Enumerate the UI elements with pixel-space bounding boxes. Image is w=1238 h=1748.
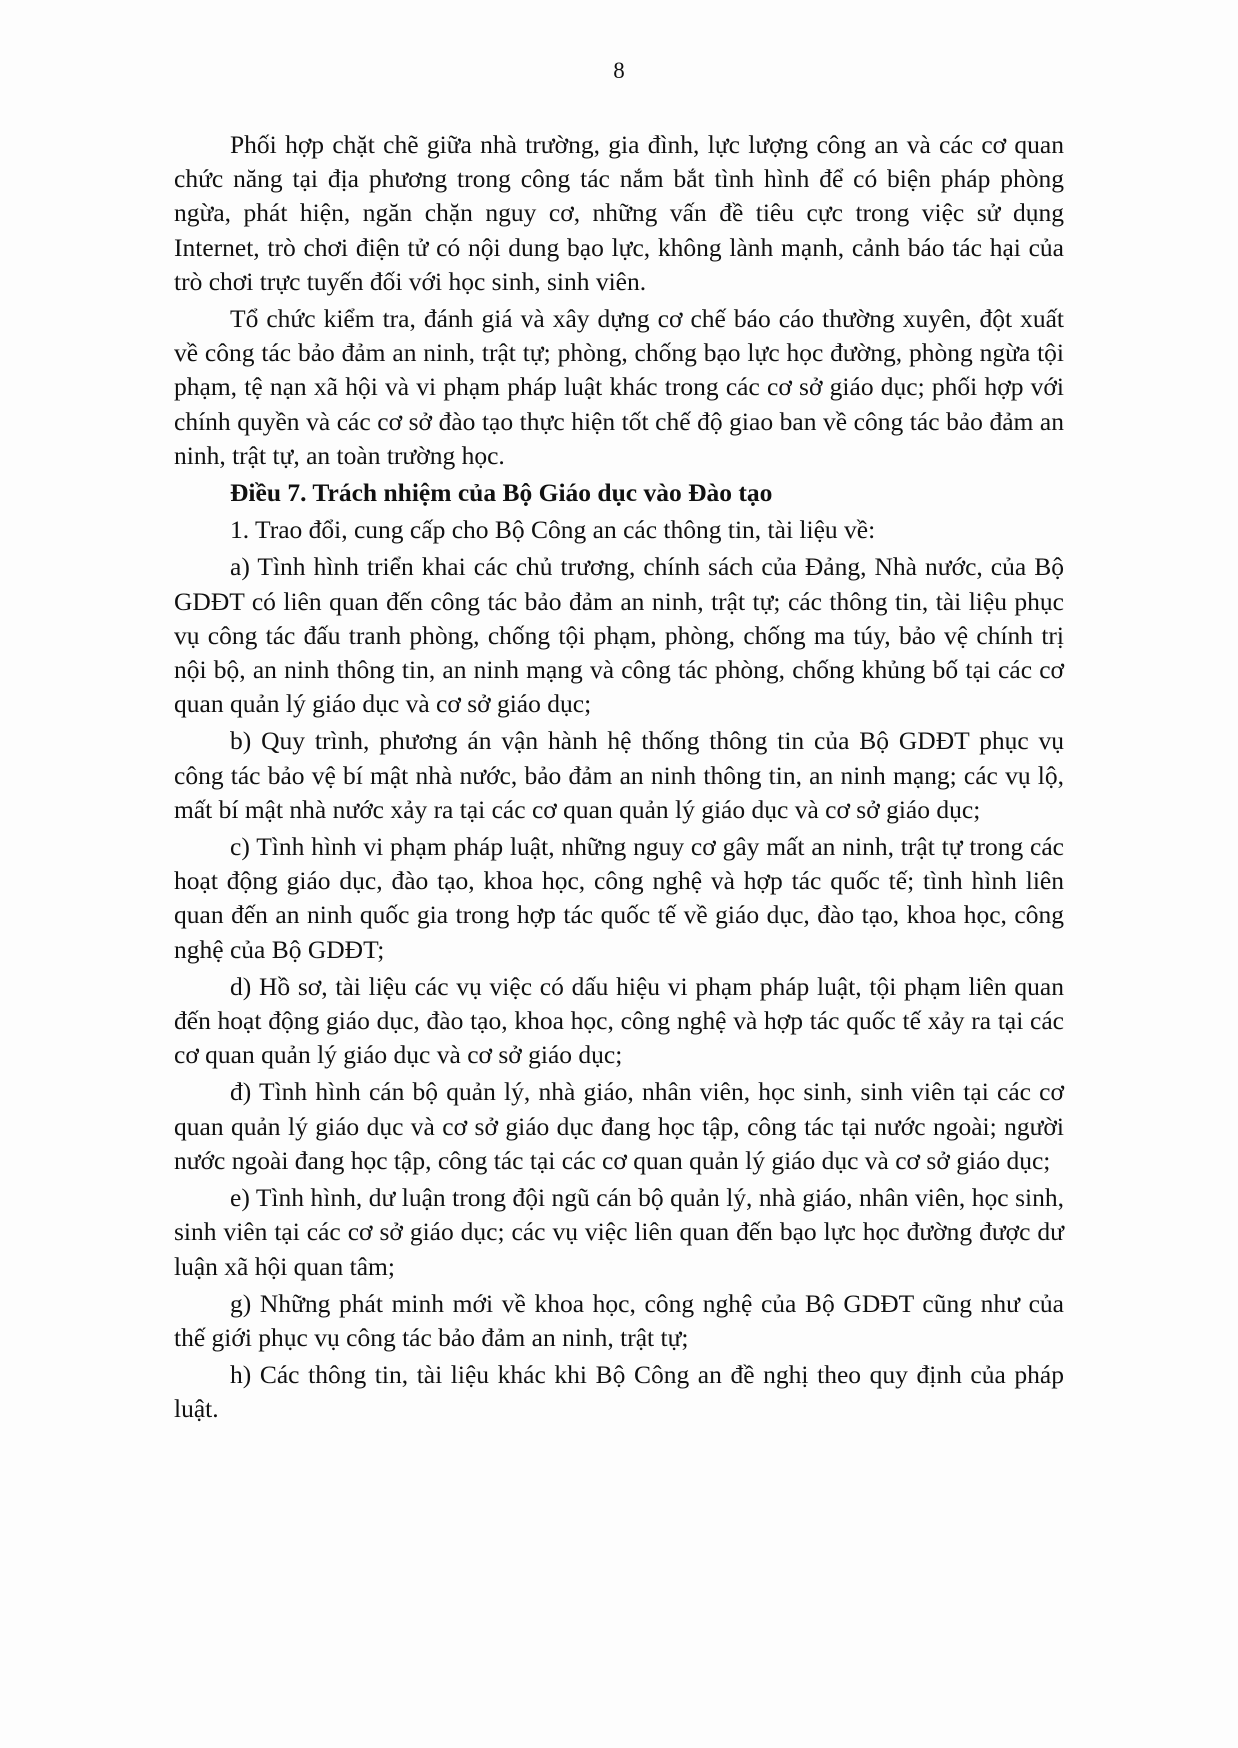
item-dd: đ) Tình hình cán bộ quản lý, nhà giáo, nhân viên, học sinh, sinh viên tại các cơ quan quản lý giáo dục và cơ sở giáo dục đang học tập, công tác tại nước ngoài; người nước ngoài đang học tập, công tác tại các cơ quan quản lý giáo dục và cơ sở giáo dục; (174, 1077, 1064, 1175)
article-7-heading: Điều 7. Trách nhiệm của Bộ Giáo dục vào Đào tạo (230, 478, 773, 508)
item-b: b) Quy trình, phương án vận hành hệ thống thông tin của Bộ GDĐT phục vụ công tác bảo vệ bí mật nhà nước, bảo đảm an ninh thông tin, an ninh mạng; các vụ lộ, mất bí mật nhà nước xảy ra tại các cơ quan quản lý giáo dục và cơ sở giáo dục; (174, 726, 1064, 824)
paragraph-inspection: Tổ chức kiểm tra, đánh giá và xây dựng cơ chế báo cáo thường xuyên, đột xuất về công tác bảo đảm an ninh, trật tự; phòng, chống bạo lực học đường, phòng ngừa tội phạm, tệ nạn xã hội và vi phạm pháp luật khác trong các cơ sở giáo dục; phối hợp với chính quyền và các cơ sở đào tạo thực hiện tốt chế độ giao ban về công tác bảo đảm an ninh, trật tự, an toàn trường học. (174, 304, 1064, 470)
item-a: a) Tình hình triển khai các chủ trương, chính sách của Đảng, Nhà nước, của Bộ GDĐT có liên quan đến công tác bảo đảm an ninh, trật tự; các thông tin, tài liệu phục vụ công tác đấu tranh phòng, chống tội phạm, phòng, chống ma túy, bảo vệ chính trị nội bộ, an ninh thông tin, an ninh mạng và công tác phòng, chống khủng bố tại các cơ quan quản lý giáo dục và cơ sở giáo dục; (174, 552, 1064, 719)
page-number: 8 (613, 58, 625, 83)
document-body (174, 128, 1064, 1427)
clause-1: 1. Trao đổi, cung cấp cho Bộ Công an các thông tin, tài liệu về: (230, 515, 876, 545)
item-h: h) Các thông tin, tài liệu khác khi Bộ Công an đề nghị theo quy định của pháp luật. (174, 1360, 1064, 1424)
item-g: g) Những phát minh mới về khoa học, công nghệ của Bộ GDĐT cũng như của thế giới phục vụ công tác bảo đảm an ninh, trật tự; (174, 1288, 1064, 1352)
paragraph-coordination: Phối hợp chặt chẽ giữa nhà trường, gia đình, lực lượng công an và các cơ quan chức năng tại địa phương trong công tác nắm bắt tình hình để có biện pháp phòng ngừa, phát hiện, ngăn chặn nguy cơ, những vấn đề tiêu cực trong việc sử dụng Internet, trò chơi điện tử có nội dung bạo lực, không lành mạnh, cảnh báo tác hại của trò chơi trực tuyến đối với học sinh, sinh viên. (174, 130, 1064, 296)
item-d: d) Hồ sơ, tài liệu các vụ việc có dấu hiệu vi phạm pháp luật, tội phạm liên quan đến hoạt động giáo dục, đào tạo, khoa học, công nghệ và hợp tác quốc tế xảy ra tại các cơ quan quản lý giáo dục và cơ sở giáo dục; (174, 971, 1064, 1070)
item-e: e) Tình hình, dư luận trong đội ngũ cán bộ quản lý, nhà giáo, nhân viên, học sinh, sinh viên tại các cơ sở giáo dục; các vụ việc liên quan đến bạo lực học đường được dư luận xã hội quan tâm; (174, 1183, 1064, 1281)
item-c: c) Tình hình vi phạm pháp luật, những nguy cơ gây mất an ninh, trật tự trong các hoạt động giáo dục, đào tạo, khoa học, công nghệ và hợp tác quốc tế; tình hình liên quan đến an ninh quốc gia trong hợp tác quốc tế về giáo dục, đào tạo, khoa học, công nghệ của Bộ GDĐT; (174, 832, 1064, 964)
